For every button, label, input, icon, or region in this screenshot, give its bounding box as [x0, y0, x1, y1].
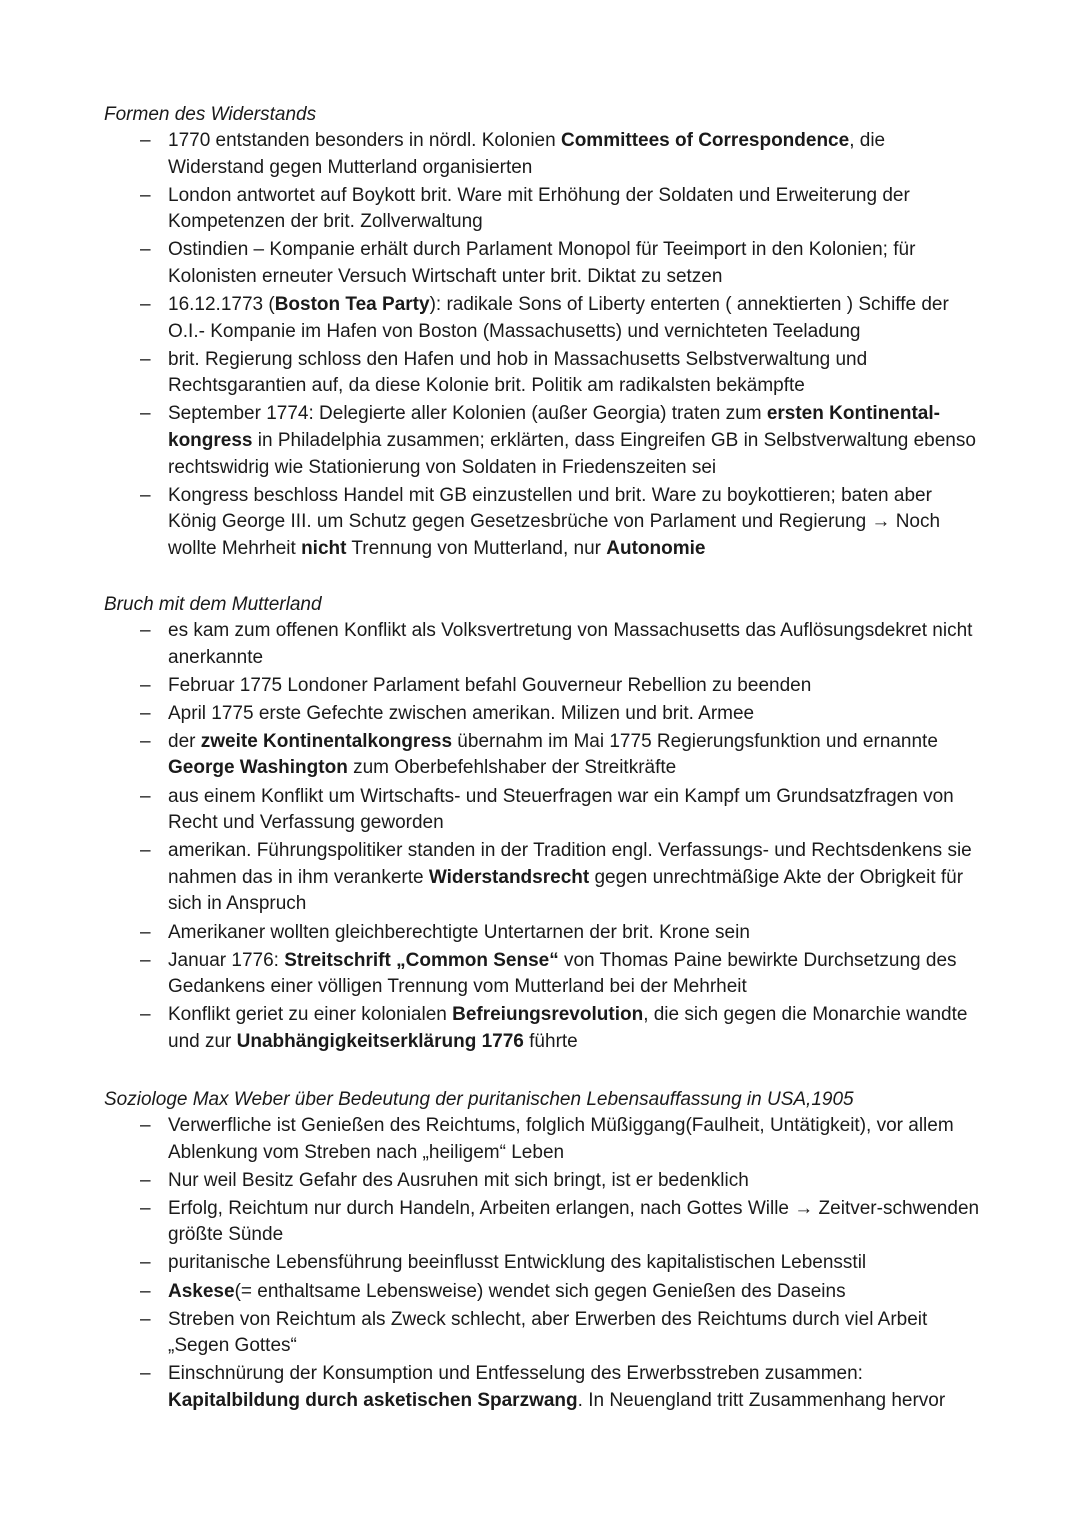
- bold-text: Kapitalbildung durch asketischen Sparzwang: [168, 1389, 578, 1411]
- text: Trennung von Mutterland, nur: [346, 537, 607, 559]
- text: April 1775 erste Gefechte zwischen amerikan. Milizen und brit. Armee: [168, 702, 755, 724]
- text: Januar 1776:: [168, 949, 285, 971]
- bold-text: Boston Tea Party: [274, 294, 430, 316]
- section-heading: Bruch mit dem Mutterland: [104, 594, 322, 615]
- section-formen-des-widerstands: [104, 102, 984, 564]
- text: in Philadelphia zusammen; erklärten, dass Eingreifen GB in Selbstverwaltung ebenso rechtswidrig wie Stationierung von Soldaten in Friedenszeiten sei: [168, 430, 976, 478]
- bold-text: ersten Kontinental-kongress: [168, 403, 940, 452]
- text: zum Oberbefehlshaber der Streitkräfte: [347, 757, 677, 779]
- list-item: [104, 1113, 984, 1166]
- text: Nur weil Besitz Gefahr des Ausruhen mit sich bringt, ist er bedenklich: [168, 1169, 749, 1191]
- text: Erfolg, Reichtum nur durch Handeln, Arbeiten erlangen, nach Gottes Wille → Zeitver-schwenden größte Sünde: [168, 1197, 980, 1246]
- text: Kongress beschloss Handel mit GB einzustellen und brit. Ware zu boykottieren; baten aber König George III. um Schutz gegen Gesetzesbrüche von Parlament und Regierung → Noch wollte Mehrheit: [168, 484, 941, 559]
- text: Verwerfliche ist Genießen des Reichtums, folglich Müßiggang(Faulheit, Untätigkeit), vor allem Ablenkung vom Streben nach „heiligem“ Leben: [168, 1115, 954, 1163]
- list-item: [104, 401, 984, 481]
- section-max-weber: [104, 1087, 984, 1416]
- section-heading: Formen des Widerstands: [104, 104, 317, 125]
- list-item: [104, 784, 984, 837]
- text: gegen unrechtmäßige Akte der Obrigkeit für sich in Anspruch: [168, 866, 964, 915]
- text: aus einem Konflikt um Wirtschafts- und Steuerfragen war ein Kampf um Grundsatzfragen von Recht und Verfassung geworden: [168, 785, 954, 834]
- text: 16.12.1773 (: [168, 294, 275, 316]
- bold-text: George Washington: [168, 757, 348, 779]
- list-item: [104, 1196, 984, 1249]
- section-bruch-mit-dem-mutterland: [104, 592, 984, 1057]
- bold-text: Unabhängigkeitserklärung 1776: [236, 1030, 524, 1052]
- text: (= enthaltsame Lebensweise) wendet sich gegen Genießen des Daseins: [234, 1280, 846, 1302]
- text: , die sich gegen die Monarchie wandte und zur: [168, 1004, 968, 1052]
- list-item: [104, 183, 984, 236]
- list-item: [104, 838, 984, 918]
- bold-text: zweite Kontinentalkongress: [200, 730, 453, 752]
- list-item: [104, 920, 984, 947]
- list-item: [104, 237, 984, 290]
- list-item: [104, 1168, 984, 1195]
- list-item: [104, 1361, 984, 1414]
- text: übernahm im Mai 1775 Regierungsfunktion und ernannte: [452, 730, 938, 752]
- text: amerikan. Führungspolitiker standen in der Tradition engl. Verfassungs- und Rechtsdenkens sie nahmen das in ihm verankerte: [168, 840, 972, 888]
- list-item: [104, 1002, 984, 1055]
- bold-text: Widerstandsrecht: [428, 866, 590, 888]
- list-item: [104, 292, 984, 345]
- text: führte: [523, 1030, 578, 1052]
- text: London antwortet auf Boykott brit. Ware mit Erhöhung der Soldaten und Erweiterung der Kompetenzen der brit. Zollverwaltung: [168, 184, 910, 233]
- bold-text: nicht: [301, 537, 347, 559]
- text: von Thomas Paine bewirkte Durchsetzung des Gedankens einer völligen Trennung vom Mutterland bei der Mehrheit: [168, 949, 957, 998]
- text: der: [168, 730, 201, 752]
- text: puritanische Lebensführung beeinflusst Entwicklung des kapitalistischen Lebensstil: [168, 1252, 867, 1274]
- bold-text: Committees of Correspondence: [560, 130, 850, 151]
- text: Konflikt geriet zu einer kolonialen: [168, 1004, 453, 1026]
- bold-text: Autonomie: [606, 537, 706, 559]
- list-item: [104, 729, 984, 782]
- list-item: [104, 1279, 984, 1306]
- text: es kam zum offenen Konflikt als Volksvertretung von Massachusetts das Auflösungsdekret nicht anerkannte: [168, 620, 973, 668]
- list-item: [104, 701, 984, 728]
- list-item: [104, 347, 984, 400]
- list-item: [104, 1307, 984, 1360]
- bullet-list: [104, 1113, 984, 1415]
- text: Einschnürung der Konsumption und Entfesselung des Erwerbsstreben zusammen:: [168, 1363, 863, 1385]
- bold-text: Streitschrift „Common Sense“: [284, 949, 559, 971]
- list-item: [104, 128, 984, 181]
- text: 1770 entstanden besonders in nördl. Kolonien: [168, 130, 561, 151]
- text: , die Widerstand gegen Mutterland organisierten: [168, 130, 886, 178]
- text: Streben von Reichtum als Zweck schlecht, aber Erwerben des Reichtums durch viel Arbeit „Segen Gottes“: [168, 1308, 928, 1357]
- list-item: [104, 948, 984, 1001]
- bullet-list: [104, 618, 984, 1056]
- bullet-list: [104, 128, 984, 563]
- bold-text: Befreiungsrevolution: [452, 1004, 644, 1026]
- section-heading: Soziologe Max Weber über Bedeutung der puritanischen Lebensauffassung in USA,1905: [104, 1089, 854, 1110]
- text: Amerikaner wollten gleichberechtigte Untertarnen der brit. Krone sein: [168, 921, 750, 943]
- list-item: [104, 673, 984, 700]
- text: Ostindien – Kompanie erhält durch Parlament Monopol für Teeimport in den Kolonien; für Kolonisten erneuter Versuch Wirtschaft unter brit. Diktat zu setzen: [168, 239, 916, 287]
- text: ): radikale Sons of Liberty enterten ( annektierten ) Schiffe der O.I.- Kompanie im Hafen von Boston (Massachusetts) und vernichteten Teeladung: [168, 294, 949, 342]
- text: Februar 1775 Londoner Parlament befahl Gouverneur Rebellion zu beenden: [168, 674, 812, 696]
- bold-text: Askese: [168, 1280, 235, 1302]
- list-item: [104, 483, 984, 563]
- text: September 1774: Delegierte aller Kolonien (außer Georgia) traten zum: [168, 403, 767, 425]
- text: . In Neuengland tritt Zusammenhang hervor: [577, 1389, 946, 1411]
- list-item: [104, 618, 984, 671]
- text: brit. Regierung schloss den Hafen und hob in Massachusetts Selbstverwaltung und Rechtsgarantien auf, da diese Kolonie brit. Politik am radikalsten bekämpfte: [168, 348, 868, 397]
- list-item: [104, 1250, 984, 1277]
